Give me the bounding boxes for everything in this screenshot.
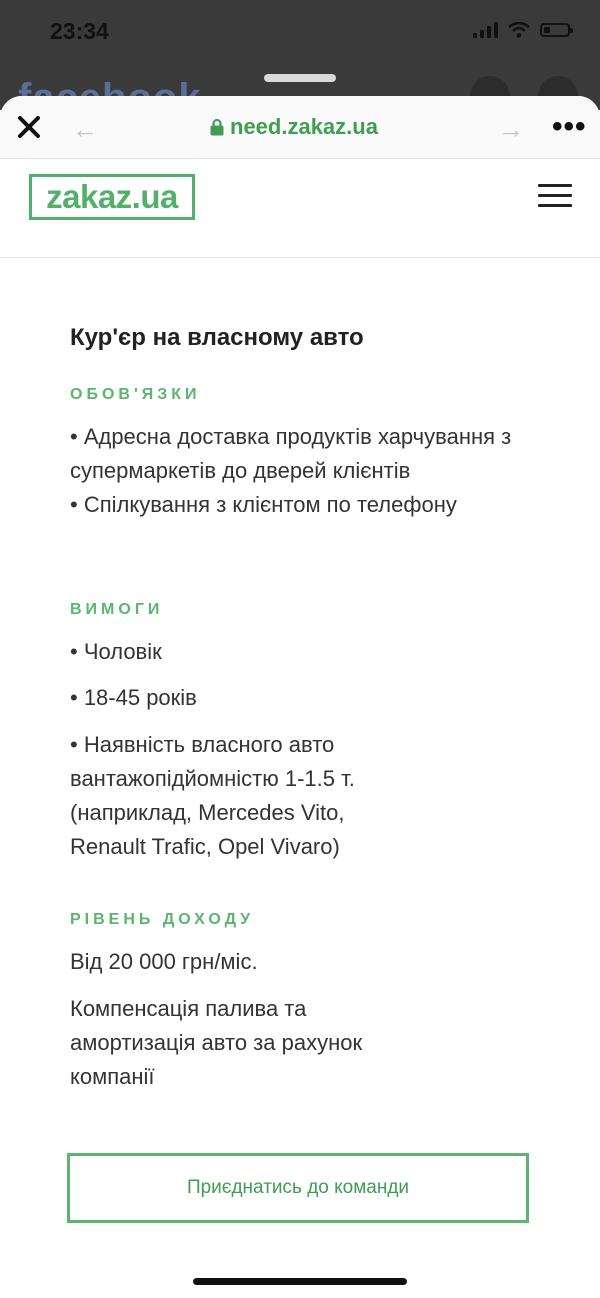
lock-icon — [210, 118, 224, 136]
requirement-item: • 18-45 років — [70, 685, 197, 710]
battery-icon — [540, 23, 570, 37]
wifi-icon — [508, 22, 530, 38]
close-icon[interactable] — [14, 112, 44, 142]
forward-arrow-icon[interactable]: → — [498, 114, 524, 144]
more-icon[interactable]: ••• — [552, 110, 587, 143]
logo-text: zakaz.ua — [46, 178, 178, 215]
duties-heading: ОБОВ'ЯЗКИ — [70, 386, 201, 403]
url-text: need.zakaz.ua — [230, 114, 378, 139]
status-bar — [0, 0, 600, 110]
duties-list — [70, 420, 540, 522]
job-title: Кур'єр на власному авто — [70, 324, 364, 351]
join-team-button[interactable]: Приєднатись до команди — [67, 1153, 529, 1223]
income-item: Від 20 000 грн/міс. — [70, 949, 258, 974]
browser-toolbar — [0, 96, 600, 159]
site-logo[interactable] — [29, 174, 195, 220]
status-icons — [473, 22, 570, 38]
duty-item: • Адресна доставка продуктів харчування з супермаркетів до дверей клієнтів — [70, 424, 512, 483]
status-time: 23:34 — [50, 18, 109, 44]
home-indicator[interactable] — [193, 1278, 407, 1285]
cellular-signal-icon — [473, 22, 498, 38]
hamburger-icon[interactable] — [538, 184, 572, 208]
sheet-grabber[interactable] — [264, 74, 336, 82]
requirement-item: • Наявність власного авто вантажопідйомністю 1-1.5 т. (наприклад, Mercedes Vito, Renault Trafic, Opel Vivaro) — [70, 732, 355, 859]
income-heading: РІВЕНЬ ДОХОДУ — [70, 911, 255, 928]
url-field[interactable] — [210, 114, 378, 140]
requirement-item: • Чоловік — [70, 639, 162, 664]
site-header — [0, 159, 600, 258]
income-item: Компенсація палива та амортизація авто за рахунок компанії — [70, 996, 363, 1089]
back-arrow-icon[interactable]: ← — [72, 114, 98, 144]
duty-item: • Спілкування з клієнтом по телефону — [70, 492, 457, 517]
requirements-heading: ВИМОГИ — [70, 601, 164, 618]
